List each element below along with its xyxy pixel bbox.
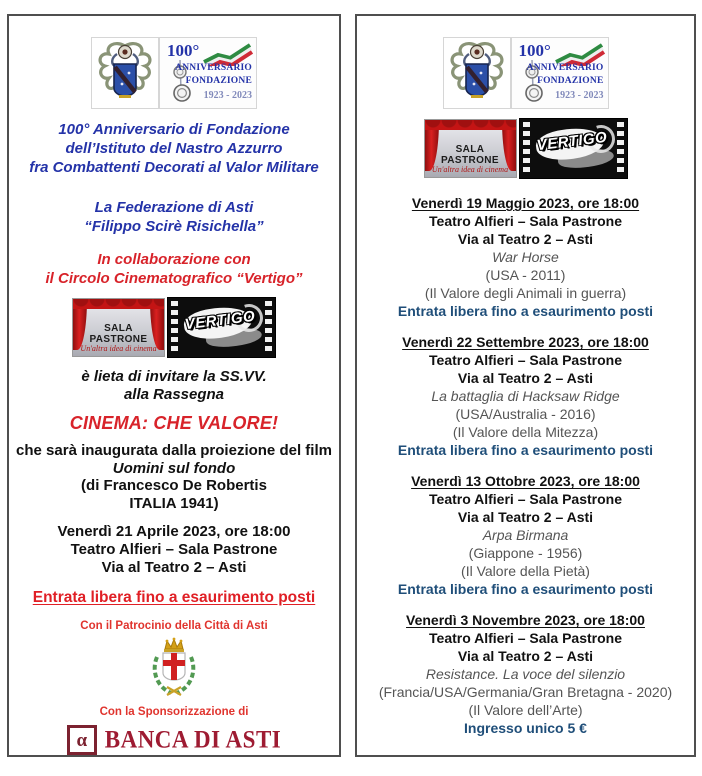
banca-di-asti-logo xyxy=(9,725,339,755)
event-country-year: (USA/Australia - 2016) xyxy=(455,406,596,422)
banca-monogram-icon: α xyxy=(67,725,97,755)
anniversary-line1: ANNIVERSARIO xyxy=(526,63,604,73)
event-venue: Teatro Alfieri – Sala Pastrone xyxy=(429,630,622,646)
vertigo-logo xyxy=(167,297,276,358)
event-address: Via al Teatro 2 – Asti xyxy=(457,509,594,525)
banca-name: BANCA DI ASTI xyxy=(104,725,282,753)
opening-film-info xyxy=(9,442,339,512)
free-entry-note: Entrata libera fino a esaurimento posti xyxy=(32,589,316,606)
event-date: Venerdì 3 Novembre 2023, ore 18:00 xyxy=(406,612,645,628)
anniversary-100-logo xyxy=(511,37,609,109)
federation-title xyxy=(9,198,339,236)
event-date: Venerdì 22 Settembre 2023, ore 18:00 xyxy=(402,334,649,350)
event-film-title: War Horse xyxy=(492,249,559,265)
sala-pastrone-logo xyxy=(424,119,517,178)
federation-line-1: La Federazione di Asti xyxy=(94,199,254,216)
invitation-line-2: alla Rassegna xyxy=(123,386,225,403)
sala-pastrone-logo xyxy=(72,298,165,357)
right-flyer-panel xyxy=(355,14,696,757)
event-block-1 xyxy=(357,194,694,320)
filmstrip-sprockets-right-icon xyxy=(617,122,624,175)
event-venue: Teatro Alfieri – Sala Pastrone xyxy=(429,491,622,507)
event-theme: (Il Valore degli Animali in guerra) xyxy=(424,285,627,301)
org-title xyxy=(9,120,339,177)
nastro-azzurro-crest-icon xyxy=(91,37,159,109)
event-country-year: (USA - 2011) xyxy=(485,267,566,283)
event-block-4 xyxy=(357,611,694,737)
event-date: Venerdì 19 Maggio 2023, ore 18:00 xyxy=(411,195,640,211)
org-title-line-1: 100° Anniversario di Fondazione xyxy=(58,121,290,138)
curtain-valance-icon xyxy=(425,120,516,130)
sala-pastrone-name: SALA PASTRONE xyxy=(440,144,500,166)
event-film-title: Arpa Birmana xyxy=(482,527,569,543)
patronage-note: Con il Patrocinio della Città di Asti xyxy=(80,620,268,632)
federation-line-2: “Filippo Scirè Risichella” xyxy=(84,218,264,235)
event-date: Venerdì 13 Ottobre 2023, ore 18:00 xyxy=(411,473,640,489)
event-entry-note: Entrata libera fino a esaurimento posti xyxy=(397,303,654,319)
event-film-title: Resistance. La voce del silenzio xyxy=(425,666,626,682)
event-address: Via al Teatro 2 – Asti xyxy=(457,231,594,247)
collaboration-line-2: il Circolo Cinematografico “Vertigo” xyxy=(45,270,303,287)
event-block-3 xyxy=(357,472,694,598)
anniversary-years: 1923 - 2023 xyxy=(203,90,252,101)
opening-film-credit-1: (di Francesco De Robertis xyxy=(81,477,267,494)
nastro-azzurro-crest-icon xyxy=(443,37,511,109)
event-series-title: CINEMA: CHE VALORE! xyxy=(69,413,279,433)
opening-film-credit-2: ITALIA 1941) xyxy=(129,494,219,512)
opening-address: Via al Teatro 2 – Asti xyxy=(101,559,247,576)
filmstrip-sprockets-left-icon xyxy=(523,122,530,175)
cinema-logos-right xyxy=(357,118,694,179)
vertigo-logo xyxy=(519,118,628,179)
sponsor-label: Con la Sponsorizzazione di xyxy=(99,706,249,718)
org-title-line-3: fra Combattenti Decorati al Valor Militare xyxy=(29,159,319,176)
header-logos-left xyxy=(9,37,339,109)
event-entry-note: Entrata libera fino a esaurimento posti xyxy=(397,442,654,458)
vertigo-name: VERTIGO xyxy=(183,307,257,334)
opening-intro-line: che sarà inaugurata dalla proiezione del film xyxy=(16,442,332,459)
event-country-year: (Giappone - 1956) xyxy=(468,545,583,561)
event-block-2 xyxy=(357,333,694,459)
invitation-text xyxy=(9,368,339,404)
event-venue: Teatro Alfieri – Sala Pastrone xyxy=(429,213,622,229)
event-theme: (Il Valore della Mitezza) xyxy=(452,424,599,440)
anniversary-100-logo xyxy=(159,37,257,109)
asti-city-crest-icon xyxy=(9,635,339,697)
event-address: Via al Teatro 2 – Asti xyxy=(457,648,594,664)
event-schedule-list xyxy=(357,194,694,737)
left-flyer-panel xyxy=(7,14,341,757)
sala-pastrone-tagline: Un'altra idea di cinema xyxy=(80,344,157,353)
anniversary-years: 1923 - 2023 xyxy=(555,90,604,101)
anniversary-number: 100° xyxy=(518,41,551,60)
header-logos-right xyxy=(357,37,694,109)
curtain-valance-icon xyxy=(73,299,164,309)
event-film-title: La battaglia di Hacksaw Ridge xyxy=(431,388,620,404)
event-address: Via al Teatro 2 – Asti xyxy=(457,370,594,386)
anniversary-line2: FONDAZIONE xyxy=(185,76,252,86)
anniversary-line2: FONDAZIONE xyxy=(537,76,604,86)
event-entry-note: Entrata libera fino a esaurimento posti xyxy=(397,581,654,597)
opening-film-title: Uomini sul fondo xyxy=(112,459,236,477)
anniversary-number: 100° xyxy=(167,41,200,60)
anniversary-line1: ANNIVERSARIO xyxy=(175,63,252,73)
org-title-line-2: dell’Istituto del Nastro Azzurro xyxy=(65,140,283,157)
opening-schedule xyxy=(9,523,339,577)
event-country-year: (Francia/USA/Germania/Gran Bretagna - 2020) xyxy=(378,684,673,700)
vertigo-name: VERTIGO xyxy=(535,128,608,155)
filmstrip-sprockets-right-icon xyxy=(265,301,272,354)
cinema-logos-left xyxy=(9,297,339,358)
event-theme: (Il Valore dell’Arte) xyxy=(468,702,583,718)
sala-pastrone-tagline: Un'altra idea di cinema xyxy=(431,165,509,174)
filmstrip-sprockets-left-icon xyxy=(171,301,178,354)
anniversary-text xyxy=(175,62,252,102)
anniversary-text xyxy=(527,62,604,102)
sala-pastrone-name: SALA PASTRONE xyxy=(89,323,148,345)
collaboration-line-1: In collaborazione con xyxy=(97,251,251,268)
collaboration-note xyxy=(9,250,339,288)
opening-date: Venerdì 21 Aprile 2023, ore 18:00 xyxy=(57,523,291,540)
event-theme: (Il Valore della Pietà) xyxy=(461,563,590,579)
event-entry-note: Ingresso unico 5 € xyxy=(464,720,587,736)
opening-venue: Teatro Alfieri – Sala Pastrone xyxy=(70,541,278,558)
event-venue: Teatro Alfieri – Sala Pastrone xyxy=(429,352,622,368)
invitation-line-1: è lieta di invitare la SS.VV. xyxy=(81,368,267,385)
